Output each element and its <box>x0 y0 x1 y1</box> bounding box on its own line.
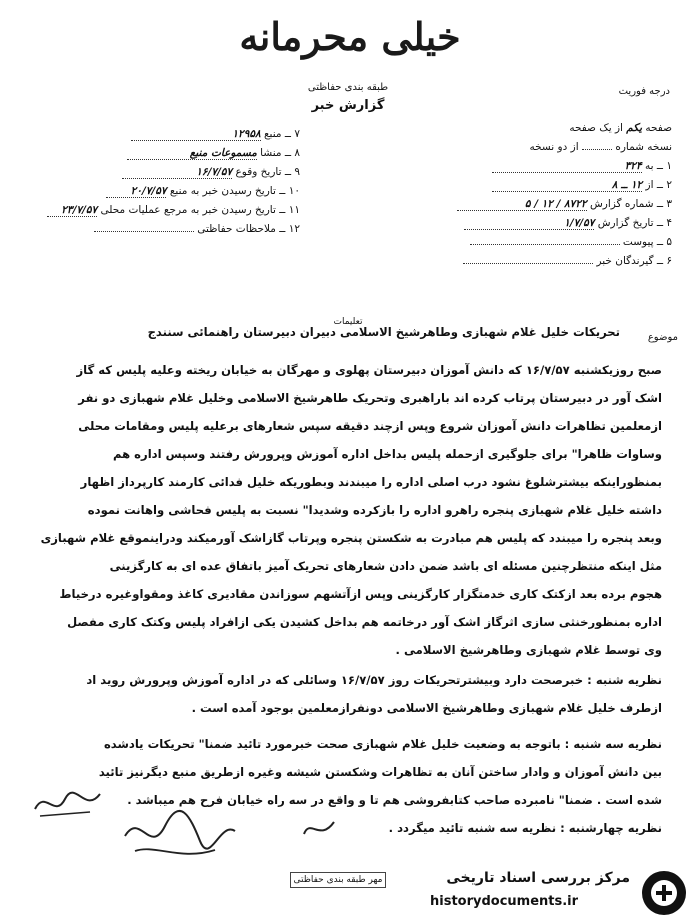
field-source-received-date: ۱۰ ــ تاریخ رسیدن خبر به منبع ۲۰/۷/۵۷ <box>40 185 300 204</box>
archive-logo <box>370 866 692 920</box>
left-fields <box>40 128 300 242</box>
field-event-date: ۹ ــ تاریخ وقوع ۱۶/۷/۵۷ <box>40 166 300 185</box>
opinion-wednesday <box>330 814 662 842</box>
body-line: وساوات ظاهرا" برای جلوگیری ازحمله پلیس بداخل اداره آموزش وپرورش رفتند وسپس اداره هم <box>113 447 662 461</box>
opinion-tuesday <box>52 730 662 814</box>
field-origin: ۸ ــ منشا مسموعات منبع <box>40 147 300 166</box>
right-fields <box>400 122 672 274</box>
subject-label: موضوع <box>647 332 678 343</box>
field-source: ۷ ــ منبع ۱۲۹۵۸ <box>40 128 300 147</box>
subject-note: تعلیمات <box>333 317 363 327</box>
body-line: نظریه سه شنبه : باتوجه به وضعیت خلیل غلام شهبازی صحت خبرمورد تائید ضمنا" تحریکات یادشده <box>103 737 662 751</box>
body-line: ازمعلمین تظاهرات دانش آموزان شروع وپس ازچند دقیقه سپس شعارهای برعلیه پلیس ومقامات محلی <box>78 419 662 433</box>
protection-stamp: مهر طبقه بندی حفاظتی <box>290 872 386 888</box>
body-line: نظریه شنبه : خبرصحت دارد وبیشترتحریکات روز ۱۶/۷/۵۷ وسائلی که در اداره آموزش وپرورش روید اد <box>86 673 662 687</box>
body-line: وی توسط غلام شهبازی وطاهرشیخ الاسلامی . <box>395 643 662 657</box>
body-line: اداره بمنظورخنثی سازی اثرگاز اشک آور درخاتمه هم بداخل کشیدن یکی ازافراد پلیس وکتک کاری مفصل <box>67 615 662 629</box>
report-title: گزارش خبر <box>311 98 385 113</box>
body-line: وبعد پنجره را میبندد که پلیس هم مبادرت به شکستن پنجره وپرتاب گازاشک آورمیکند ودراینموقع غلام شهبازی <box>40 531 662 545</box>
body-line: مثل اینکه منتظرچنین مسئله ای باشد ضمن دادن شعارهای تحریک آمیز باتفاق عده ای به کارگزینی <box>109 559 662 573</box>
handwritten-signature-icon <box>30 784 110 824</box>
field-from: ۲ ــ از ۱۲ ــ ۸ <box>400 179 672 198</box>
body-line: بین دانش آموزان و وادار ساختن آنان به تظاهرات وشکستن شیشه وغیره ازطریق منبع دیگرنیز تائید <box>98 765 662 779</box>
report-body <box>40 356 662 664</box>
field-authority-received-date: ۱۱ ــ تاریخ رسیدن خبر به مرجع عملیات محلی ۲۳/۷/۵۷ <box>40 204 300 223</box>
field-to: ۱ ــ به ۳۲۴ <box>400 160 672 179</box>
archive-url: historydocuments.ir <box>430 894 579 909</box>
body-line: شده است . ضمنا" نامبرده صاحب کتابفروشی هم تا و واقع در سه راه خیابان فرح هم میباشد . <box>127 793 662 807</box>
field-attachment: ۵ ــ پیوست <box>400 236 672 255</box>
field-page: صفحه یکم از یک صفحه <box>569 122 672 134</box>
field-copy-number: نسخه شماره از دو نسخه <box>529 141 672 153</box>
handwritten-initials-icon <box>120 806 240 866</box>
archive-emblem-icon <box>638 868 690 918</box>
body-line: داشته خلیل غلام شهبازی پنجره راهرو اداره را بازکرده وشدیدا" نسبت به پلیس فحاشی واهانت نموده <box>87 503 662 517</box>
archive-name: مرکز بررسی اسناد تاریخی <box>446 870 630 886</box>
handwritten-mark-icon <box>300 814 340 844</box>
field-recipients: ۶ ــ گیرندگان خبر <box>400 255 672 274</box>
body-line: بمنظوراینکه بیشترشلوغ نشود درب اصلی اداره را میبندند وبطوریکه خلیل فدائی کارمند کارپرداز اظهار <box>80 475 662 489</box>
body-line: ازطرف خلیل غلام شهبازی وطاهرشیخ الاسلامی دونفرازمعلمین بوجود آمده است . <box>191 701 662 715</box>
field-report-date: ۴ ــ تاریخ گزارش ۱/۷/۵۷ <box>400 217 672 236</box>
field-report-number: ۳ ــ شماره گزارش ۸۷۲۲ / ۱۲ / ۵ <box>400 198 672 217</box>
field-security-notes: ۱۲ ــ ملاحظات حفاظتی <box>40 223 300 242</box>
protection-level-label: طبقه بندی حفاظتی <box>307 82 389 93</box>
opinion-saturday <box>52 666 662 722</box>
body-line: هجوم برده بعد ازکتک کاری خدمتگزار کارگزینی وپس ازآتشهم سوزاندن مقادیری کاغذ ومقواوغیره درخیاط <box>59 587 662 601</box>
body-line: اشک آور در دبیرستان پرتاب کرده اند باراهبری وتحریک طاهرشیخ الاسلامی وخلیل غلام شهبازی دو نفر <box>78 391 662 405</box>
urgency-label: درجه فوریت <box>618 86 670 97</box>
body-line: نظریه چهارشنبه : نظریه سه شنبه تائید میگردد . <box>388 821 662 835</box>
subject-text: تحریکات خلیل غلام شهبازی وطاهرشیخ الاسلامی دبیران دبیرستان راهنمائی سنندج <box>147 325 620 339</box>
classification-heading: خیلی محرمانه <box>239 14 461 59</box>
body-line: صبح روزیکشنبه ۱۶/۷/۵۷ که دانش آموزان دبیرستان پهلوی و مهرگان به خیابان ریخته وعلیه پلیس که گاز <box>76 363 662 377</box>
